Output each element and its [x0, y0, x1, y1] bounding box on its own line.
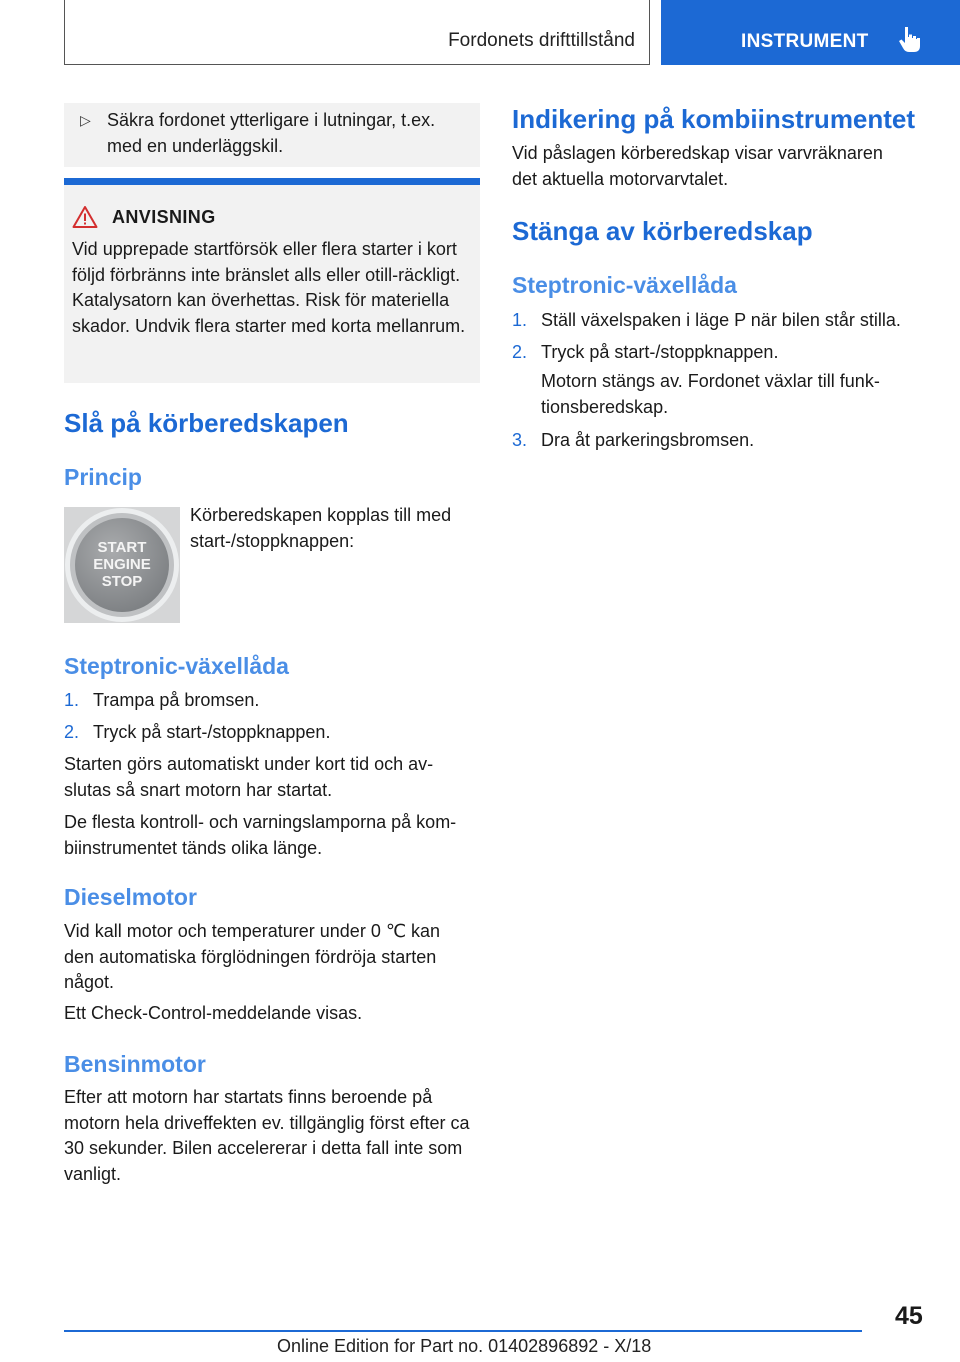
- instrument-tab-label: INSTRUMENT: [741, 31, 869, 52]
- step-text: Ställ växelspaken i läge P när bilen står stilla.: [541, 310, 901, 330]
- stop-step-2-note: Motorn stängs av. Fordonet växlar till funk-tionsberedskap.: [541, 371, 880, 417]
- start-stop-button-illustration: [64, 507, 180, 623]
- step-text: Tryck på start-/stoppknappen.: [93, 722, 331, 742]
- section-title: Fordonets drifttillstånd: [448, 30, 635, 51]
- engine-label: ENGINE: [93, 556, 151, 573]
- warning-triangle-icon: [72, 205, 98, 229]
- start-para-1: Starten görs automatiskt under kort tid och av-slutas så snart motorn har startat.: [64, 754, 434, 800]
- diesel-para-2: Ett Check-Control-meddelande visas.: [64, 1003, 363, 1023]
- heading-petrol: Bensinmotor: [64, 1051, 206, 1077]
- step-text: Trampa på bromsen.: [93, 690, 260, 710]
- bullet-text: Säkra fordonet ytterligare i lutningar, t.ex. med en underläggskil.: [107, 110, 436, 156]
- notice-box: [64, 185, 480, 383]
- bullet-marker: ▷: [80, 112, 91, 128]
- start-para-2: De flesta kontroll- och varningslamporna på kom-biinstrumentet tänds olika länge.: [64, 812, 457, 858]
- start-stop-button-image: [64, 507, 180, 623]
- stop-steps-list: [512, 307, 932, 371]
- bullet-note-box: [64, 103, 480, 167]
- indicator-text: Vid påslagen körberedskap visar varvräknaren det aktuella motorvarvtalet.: [512, 143, 883, 189]
- start-step-1: [64, 687, 480, 719]
- diesel-para-1: Vid kall motor och temperaturer under 0 ℃ kan den automatiska förglödningen fördröja starten något.: [64, 921, 441, 992]
- step-number: 3.: [512, 430, 528, 450]
- step-text: Tryck på start-/stoppknappen.: [541, 342, 779, 362]
- step-number: 2.: [512, 342, 528, 362]
- footer-edition: Online Edition for Part no. 01402896892 - X/18: [277, 1336, 652, 1356]
- heading-diesel: Dieselmotor: [64, 884, 197, 910]
- start-label: START: [97, 539, 147, 556]
- stop-steps-list-cont: [512, 427, 932, 459]
- hand-pointer-icon: [894, 24, 924, 54]
- instrument-tab[interactable]: [661, 0, 960, 65]
- heading-steptronic-stop: Steptronic-växellåda: [512, 272, 737, 298]
- heading-switch-off: Stänga av körberedskap: [512, 216, 813, 246]
- step-number: 1.: [512, 310, 528, 330]
- notice-label: ANVISNING: [112, 207, 216, 227]
- footer-rule: [64, 1330, 862, 1332]
- step-text: Dra åt parkeringsbromsen.: [541, 430, 755, 450]
- header-section-box: [64, 0, 650, 65]
- notice-text: Vid upprepade startförsök eller flera starter i kort följd förbränns inte bränslet alls eller otill-räckligt. Katalysatorn kan överhettas. Risk för materiella skador. Undvik flera starter med korta mellanrum.: [72, 239, 466, 336]
- petrol-para: Efter att motorn har startats finns beroende på motorn hela driveffekten ev. tillgänglig först efter ca 30 sekunder. Bilen accelererar i detta fall inte som vanligt.: [64, 1087, 470, 1184]
- page-number: 45: [895, 1302, 923, 1330]
- notice-top-bar: [64, 178, 480, 185]
- stop-step-2: [512, 339, 932, 371]
- heading-turn-on: Slå på körberedskapen: [64, 408, 349, 438]
- heading-principle: Princip: [64, 464, 142, 490]
- stop-label: STOP: [101, 573, 143, 590]
- stop-step-3: [512, 427, 932, 459]
- stop-step-1: [512, 307, 932, 339]
- step-number: 2.: [64, 722, 80, 742]
- step-number: 1.: [64, 690, 80, 710]
- principle-text: Körberedskapen kopplas till med start-/stoppknappen:: [190, 505, 452, 551]
- heading-steptronic-start: Steptronic-växellåda: [64, 653, 289, 679]
- start-steps-list: [64, 687, 480, 751]
- start-step-2: [64, 719, 480, 751]
- heading-indicator: Indikering på kombiinstrumentet: [512, 104, 916, 134]
